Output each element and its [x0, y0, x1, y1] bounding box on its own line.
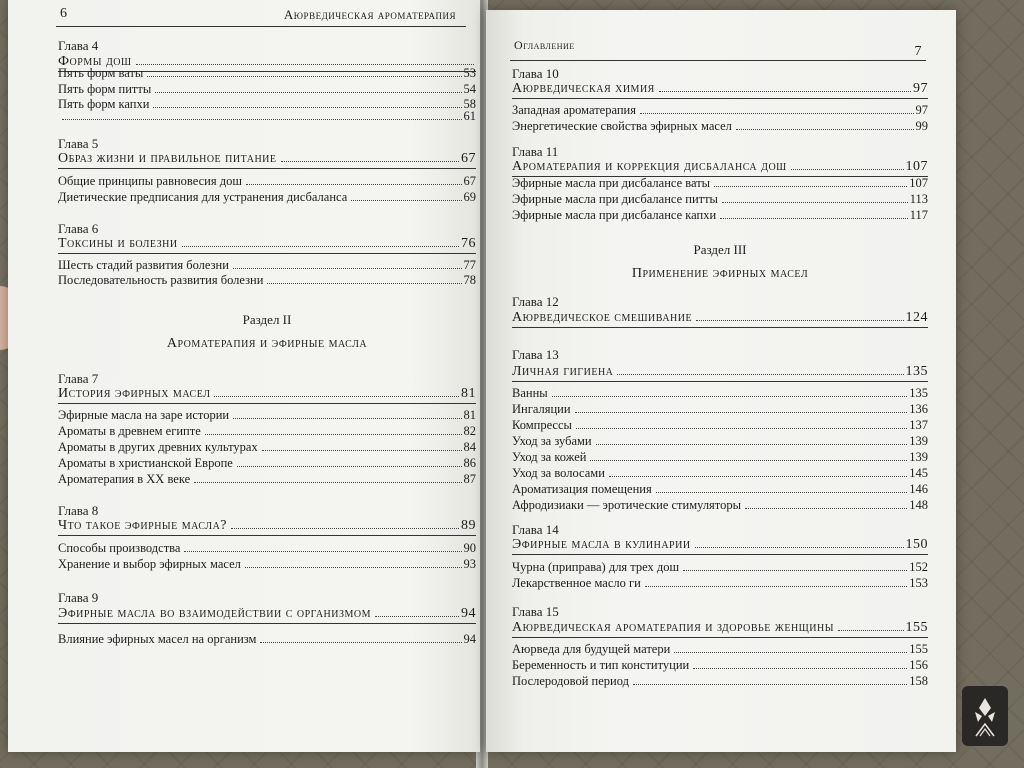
chapter-label: Глава 14 [512, 522, 559, 537]
toc-entry: Лекарственное масло ги 153 [512, 576, 928, 590]
toc-entry: Послеродовой период 158 [512, 674, 928, 688]
chapter-label: Глава 10 [512, 66, 559, 81]
chapter-title: История эфирных масел 81 [58, 386, 476, 404]
chapter-label: Глава 11 [512, 144, 559, 159]
chapter-label: Глава 15 [512, 604, 559, 619]
page-number: 7 [914, 44, 922, 59]
chapter-label: Глава 9 [58, 590, 99, 605]
toc-entry: Западная ароматерапия 97 [512, 103, 928, 117]
chapter-label: Глава 4 [58, 38, 99, 53]
running-title: Аюрведическая ароматерапия [283, 7, 456, 22]
chapter-title: Аюрведическое смешивание 124 [512, 310, 928, 328]
chapter-title: Аюрведическая ароматерапия и здоровье женщины 155 [512, 620, 928, 638]
chapter-title: Формы дош [58, 54, 476, 72]
toc-entry: Пять форм ваты 53 [58, 66, 476, 80]
toc-entry: Пять форм капхи 58 [58, 97, 476, 111]
chapter-label: Глава 6 [58, 221, 99, 236]
running-head-left [56, 4, 466, 27]
toc-entry: Ароматерапия в XX веке 87 [58, 472, 476, 486]
toc-entry: Беременность и тип конституции 156 [512, 658, 928, 672]
chapter-title: Эфирные масла в кулинарии 150 [512, 537, 928, 555]
toc-entry: Чурна (приправа) для трех дош 152 [512, 560, 928, 574]
toc-entry: Ароматы в других древних культурах 84 [58, 440, 476, 454]
toc-entry: Пять форм питты 54 [58, 82, 476, 96]
toc-entry: Эфирные масла при дисбалансе питты 113 [512, 192, 928, 206]
toc-entry: Компрессы 137 [512, 418, 928, 432]
chapter-title: Аюрведическая химия 97 [512, 81, 928, 99]
toc-entry: Способы производства 90 [58, 541, 476, 555]
lotus-logo-icon [962, 686, 1008, 746]
toc-entry: Хранение и выбор эфирных масел 93 [58, 557, 476, 571]
running-head-right [510, 38, 926, 61]
chapter-title: Токсины и болезни 76 [58, 236, 476, 254]
left-page [8, 0, 480, 752]
toc-entry: Ароматы в христианской Европе 86 [58, 456, 476, 470]
page-number: 6 [60, 6, 68, 21]
toc-entry: Уход за волосами 145 [512, 466, 928, 480]
section-label: Раздел III [693, 242, 747, 257]
toc-entry: Энергетические свойства эфирных масел 99 [512, 119, 928, 133]
toc-entry: Ванны 135 [512, 386, 928, 400]
chapter-label: Глава 5 [58, 136, 99, 151]
chapter-label: Глава 7 [58, 371, 99, 386]
section-heading [58, 312, 476, 352]
toc-entry: Аюрведа для будущей матери 155 [512, 642, 928, 656]
chapter-title: Эфирные масла во взаимодействии с организмом 94 [58, 606, 476, 624]
section-title: Ароматерапия и эфирные масла [166, 336, 368, 351]
chapter-label: Глава 13 [512, 347, 559, 362]
section-title: Применение эфирных масел [631, 266, 809, 281]
chapter-label: Глава 8 [58, 503, 99, 518]
section-label: Раздел II [242, 312, 292, 327]
chapter-title: Образ жизни и правильное питание 67 [58, 151, 476, 169]
chapter-title: Что такое эфирные масла? 89 [58, 518, 476, 536]
toc-entry: Ароматизация помещения 146 [512, 482, 928, 496]
toc-entry: 61 [58, 109, 476, 124]
toc-entry: Уход за зубами 139 [512, 434, 928, 448]
toc-entry: Шесть стадий развития болезни 77 [58, 258, 476, 272]
toc-entry: Эфирные масла при дисбалансе ваты 107 [512, 176, 928, 190]
toc-entry: Диетические предписания для устранения дисбаланса 69 [58, 190, 476, 204]
section-heading [512, 242, 928, 282]
toc-entry: Уход за кожей 139 [512, 450, 928, 464]
toc-entry: Ингаляции 136 [512, 402, 928, 416]
toc-entry: Последовательность развития болезни 78 [58, 273, 476, 287]
toc-entry: Эфирные масла при дисбалансе капхи 117 [512, 208, 928, 222]
toc-entry: Общие принципы равновесия дош 67 [58, 174, 476, 188]
toc-entry: Влияние эфирных масел на организм 94 [58, 632, 476, 646]
chapter-title: Личная гигиена 135 [512, 364, 928, 382]
chapter-label: Глава 12 [512, 294, 559, 309]
chapter-title: Ароматерапия и коррекция дисбаланса дош 107 [512, 159, 928, 177]
toc-entry: Эфирные масла на заре истории 81 [58, 408, 476, 422]
running-title: Оглавление [514, 38, 575, 52]
toc-entry: Афродизиаки — эротические стимуляторы 148 [512, 498, 928, 512]
toc-entry: Ароматы в древнем египте 82 [58, 424, 476, 438]
right-page [486, 10, 956, 752]
